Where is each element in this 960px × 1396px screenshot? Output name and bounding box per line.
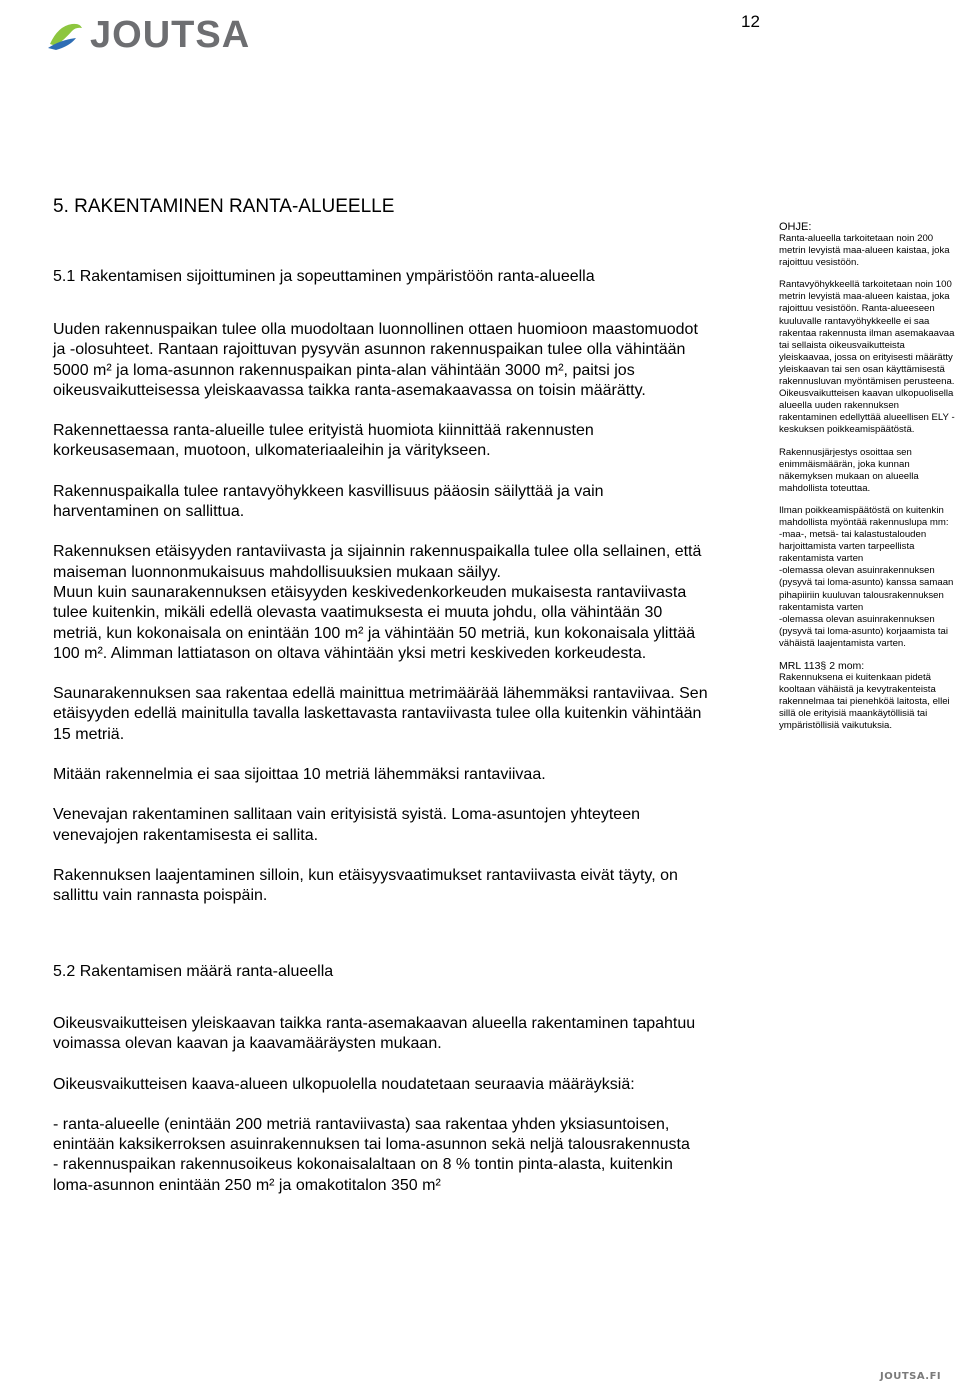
sidebar-note: -olemassa olevan asuinrakennuksen (pysyvä tai loma-asunto) korjaamista tai vähäistä laajentamista varten.	[779, 613, 949, 649]
paragraph: Uuden rakennuspaikan tulee olla muodoltaan luonnollinen ottaen huomioon maastomuodot ja -olosuhteet. Rantaan rajoittuvan pysyvän asunnon rakennuspaikan tulee olla vähintään 5000 m² ja loma-asunnon rakennuspaikan pinta-alan vähintään 3000 m², paitsi jos oikeusvaikutteisessa yleiskaavassa taikka ranta-asemakaavassa on toisin määrätty.	[53, 321, 698, 399]
subsection-title-5-1: 5.1 Rakentamisen sijoittuminen ja sopeuttaminen ympäristöön ranta-alueella	[53, 268, 595, 285]
sidebar-note: -maa-, metsä- tai kalastustalouden harjoittamista varten tarpeellista rakentamista varten	[779, 529, 927, 565]
sidebar-note: Ilman poikkeamispäätöstä on kuitenkin mahdollista myöntää rakennuslupa mm:	[779, 504, 949, 528]
list-item: - rakennuspaikan rakennusoikeus kokonaisalaltaan on 8 % tontin pinta-alasta, kuitenkin loma-asunnon enintään 250 m² ja omakotitalon 350 m²	[53, 1156, 673, 1194]
paragraph: Venevajan rakentaminen sallitaan vain erityisistä syistä. Loma-asuntojen yhteyteen venevajojen rakentamisesta ei sallita.	[53, 806, 640, 844]
paragraph: Rakennuspaikalla tulee rantavyöhykkeen kasvillisuus pääosin säilyttää ja vain harventaminen on sallittua.	[53, 482, 604, 521]
guidance-sidebar	[779, 221, 955, 732]
sidebar-note: Ranta-alueella tarkoitetaan noin 200 metrin levyistä maa-alueen kaistaa, joka rajoittuu vesistöön.	[779, 233, 950, 269]
paragraph: Rakennettaessa ranta-alueille tulee erityistä huomiota kiinnittää rakennusten korkeusasemaan, muotoon, ulkomateriaaleihin ja väritykseen.	[53, 422, 594, 460]
paragraph: Oikeusvaikutteisen yleiskaavan taikka ranta-asemakaavan alueella rakentaminen tapahtuu voimassa olevan kaavan ja kaavamääräysten mukaan.	[53, 1015, 696, 1053]
section-title: 5. RAKENTAMINEN RANTA-ALUEELLE	[53, 196, 395, 217]
paragraph: Saunarakennuksen saa rakentaa edellä mainittua metrimäärää lähemmäksi rantaviivaa. Sen etäisyyden edellä mainitulla tavalla laskettavasta rantaviivasta tulee olla kuitenkin vähintään 15 metriä.	[53, 685, 708, 743]
list-item: - ranta-alueelle (enintään 200 metriä rantaviivasta) saa rakentaa yhden yksiasuntoisen, enintään kaksikerroksen asuinrakennuksen tai loma-asunnon sekä neljä talousrakennusta	[53, 1115, 690, 1154]
logo-text: JOUTSA	[90, 14, 251, 56]
section-5-2-body	[53, 1014, 713, 1196]
section-5-1-body	[53, 320, 713, 907]
paragraph: Rakennuksen laajentaminen silloin, kun etäisyysvaatimukset rantaviivasta eivät täyty, on sallittu vain rannasta poispäin.	[53, 866, 678, 905]
joutsa-logo	[46, 12, 251, 58]
page-number: 12	[741, 12, 760, 31]
paragraph: Oikeusvaikutteisen kaava-alueen ulkopuolella noudatetaan seuraavia määräyksiä:	[53, 1075, 635, 1093]
ohje-label: OHJE:	[779, 221, 812, 233]
paragraph: Muun kuin saunarakennuksen etäisyyden keskivedenkorkeuden mukaisesta rantaviivasta tulee kuitenkin, mikäli edellä olevasta vaatimuksesta ei muuta johdu, olla vähintään 30 metriä, kun kokonaisala on enintään 100 m² ja vähintään 50 metriä, kun kokonaisala ylittää 100 m². Alimman lattiatason on oltava vähintään yksi metri keskiveden korkeudesta.	[53, 583, 696, 662]
footer-logo: JOUTSA.FI	[880, 1371, 942, 1382]
paragraph: Rakennuksen etäisyyden rantaviivasta ja sijainnin rakennuspaikalla tulee olla sellainen, että maiseman luonnonmukaisuus mahdollisuuksien mukaan säilyy.	[53, 543, 702, 581]
swan-logo-icon	[46, 18, 86, 52]
sidebar-note: Rakennusjärjestys osoittaa sen enimmäismäärän, joka kunnan näkemyksen mukaan on alueella mahdollista toteuttaa.	[779, 446, 919, 494]
sidebar-note: Rakennuksena ei kuitenkaan pidetä kooltaan vähäistä ja kevytrakenteista rakennelmaa tai pienehköä laitosta, ellei sillä ole erityisiä maankäytöllisiä tai ympäristöllisiä vaikutuksia.	[779, 672, 950, 732]
sidebar-note: Rantavyöhykkeellä tarkoitetaan noin 100 metrin levyistä maa-alueen kaistaa, joka rajoittuu vesistöön. Ranta-alueeseen kuuluvalle rantavyöhykkeelle ei saa rakentaa rakennusta ilman asemakaavaa tai sellaista oikeusvaikutteista yleiskaavaa, jossa on erityisesti määrätty yleiskaavan tai sen osan käyttämisestä rakennusluvan myöntämisen perusteena. Oikeusvaikutteisen kaavan ulkopuolisella alueella uuden rakennuksen rakentaminen edellyttää alueellisen ELY -keskuksen poikkeamispäätöstä.	[779, 279, 955, 436]
sidebar-note: -olemassa olevan asuinrakennuksen (pysyvä tai loma-asunto) kanssa samaan pihapiiriin kuuluvan talousrakennuksen rakentamista varten	[779, 565, 954, 613]
paragraph: Mitään rakennelmia ei saa sijoittaa 10 metriä lähemmäksi rantaviivaa.	[53, 766, 546, 784]
mrl-label: MRL 113§ 2 mom:	[779, 660, 865, 672]
subsection-title-5-2: 5.2 Rakentamisen määrä ranta-alueella	[53, 963, 334, 980]
